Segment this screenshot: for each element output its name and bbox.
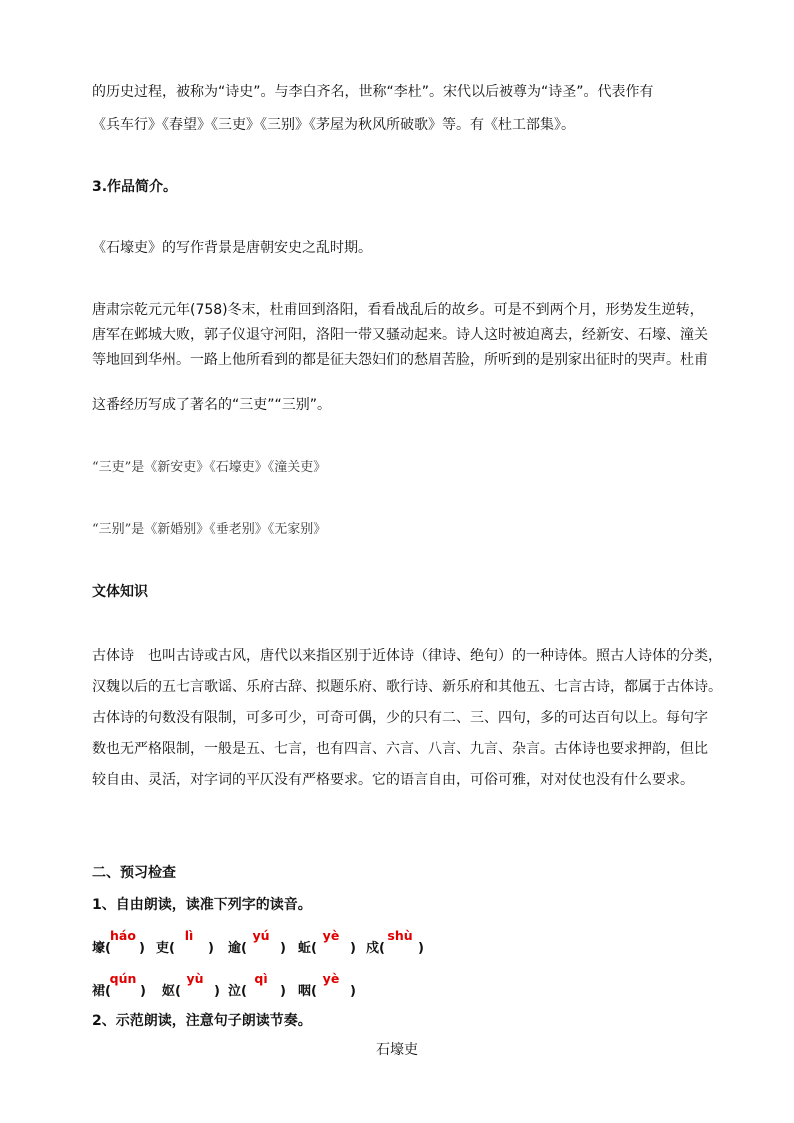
close-paren: ) <box>280 984 286 999</box>
preview-task-1: 1、自由朗读，读准下列字的读音。 <box>92 897 312 913</box>
open-paren: ( <box>175 984 181 999</box>
pron-pinyin: háo <box>110 928 136 943</box>
poem-title: 石壕吏 <box>376 1042 418 1058</box>
open-paren: ( <box>379 941 385 956</box>
genre-para-line-5: 较自由、灵活，对字词的平仄没有严格要求。它的语言自由，可俗可雅，对对仗也没有什么要求。 <box>92 772 694 788</box>
pron-pinyin: yú <box>252 928 270 943</box>
pron-char: 咽 <box>298 984 312 999</box>
open-paren: ( <box>311 984 317 999</box>
close-paren: ) <box>418 941 424 956</box>
pron-pinyin: yè <box>322 928 340 943</box>
open-paren: ( <box>105 941 111 956</box>
works-para-line-4: 这番经历写成了著名的“三吏”“三别”。 <box>92 397 332 413</box>
works-para-line-1: 唐肃宗乾元元年(758)冬末，杜甫回到洛阳，看看战乱后的故乡。可是不到两个月，形势发生逆转， <box>92 302 704 318</box>
close-paren: ) <box>350 984 356 999</box>
open-paren: ( <box>311 941 317 956</box>
pron-pinyin: lì <box>184 928 194 943</box>
pron-pinyin: qún <box>109 971 137 986</box>
pron-pinyin: yù <box>186 971 204 986</box>
close-paren: ) <box>139 941 145 956</box>
pron-char: 妪 <box>162 984 176 999</box>
pron-char: 吏 <box>156 941 170 956</box>
works-background: 《石壕吏》的写作背景是唐朝安史之乱时期。 <box>92 240 372 256</box>
sanbie-line: “三别”是《新婚别》《垂老别》《无家别》 <box>92 522 327 537</box>
genre-para-line-2: 汉魏以后的五七言歌谣、乐府古辞、拟题乐府、歌行诗、新乐府和其他五、七言古诗，都属于古体诗。 <box>92 679 722 695</box>
pron-char: 逾 <box>228 941 242 956</box>
close-paren: ) <box>140 984 146 999</box>
pron-char: 壕 <box>92 941 106 956</box>
works-para-line-2: 唐军在邺城大败，郭子仪退守河阳，洛阳一带又骚动起来。诗人这时被迫离去，经新安、石壕、潼关 <box>92 327 708 343</box>
open-paren: ( <box>105 984 111 999</box>
pron-char: 裙 <box>92 984 106 999</box>
pron-char: 戍 <box>366 941 380 956</box>
sanli-line: “三吏”是《新安吏》《石壕吏》《潼关吏》 <box>92 460 327 475</box>
genre-para-line-4: 数也无严格限制，一般是五、七言，也有四言、六言、八言、九言、杂言。古体诗也要求押韵，但比 <box>92 741 708 757</box>
intro-line-1: 的历史过程，被称为“诗史”。与李白齐名，世称“李杜”。宋代以后被尊为“诗圣”。代表作有 <box>92 84 654 100</box>
open-paren: ( <box>241 984 247 999</box>
works-para-line-3: 等地回到华州。一路上他所看到的都是征夫怨妇们的愁眉苦脸，所听到的是别家出征时的哭声。杜甫 <box>92 352 708 368</box>
pron-char: 蚯 <box>298 941 312 956</box>
open-paren: ( <box>169 941 175 956</box>
works-heading: 3.作品简介。 <box>92 179 178 195</box>
close-paren: ) <box>280 941 286 956</box>
pron-pinyin: yè <box>322 971 340 986</box>
pronunciation-row-2 <box>92 972 652 1006</box>
open-paren: ( <box>241 941 247 956</box>
preview-heading: 二、预习检查 <box>92 865 176 881</box>
pron-pinyin: shù <box>387 928 413 943</box>
pron-pinyin: qì <box>254 971 268 986</box>
pronunciation-row-1 <box>92 929 652 963</box>
genre-para-line-1: 古体诗 也叫古诗或古风，唐代以来指区别于近体诗（律诗、绝句）的一种诗体。照古人诗体的分类， <box>92 648 722 664</box>
close-paren: ) <box>350 941 356 956</box>
preview-task-2: 2、示范朗读，注意句子朗读节奏。 <box>92 1013 312 1029</box>
close-paren: ) <box>208 941 214 956</box>
pron-char: 泣 <box>228 984 242 999</box>
genre-para-line-3: 古体诗的句数没有限制，可多可少，可奇可偶，少的只有二、三、四句，多的可达百句以上。每句字 <box>92 710 708 726</box>
intro-line-2: 《兵车行》《春望》《三吏》《三别》《茅屋为秋风所破歌》等。有《杜工部集》。 <box>92 117 575 133</box>
close-paren: ) <box>214 984 220 999</box>
genre-heading: 文体知识 <box>92 584 148 600</box>
